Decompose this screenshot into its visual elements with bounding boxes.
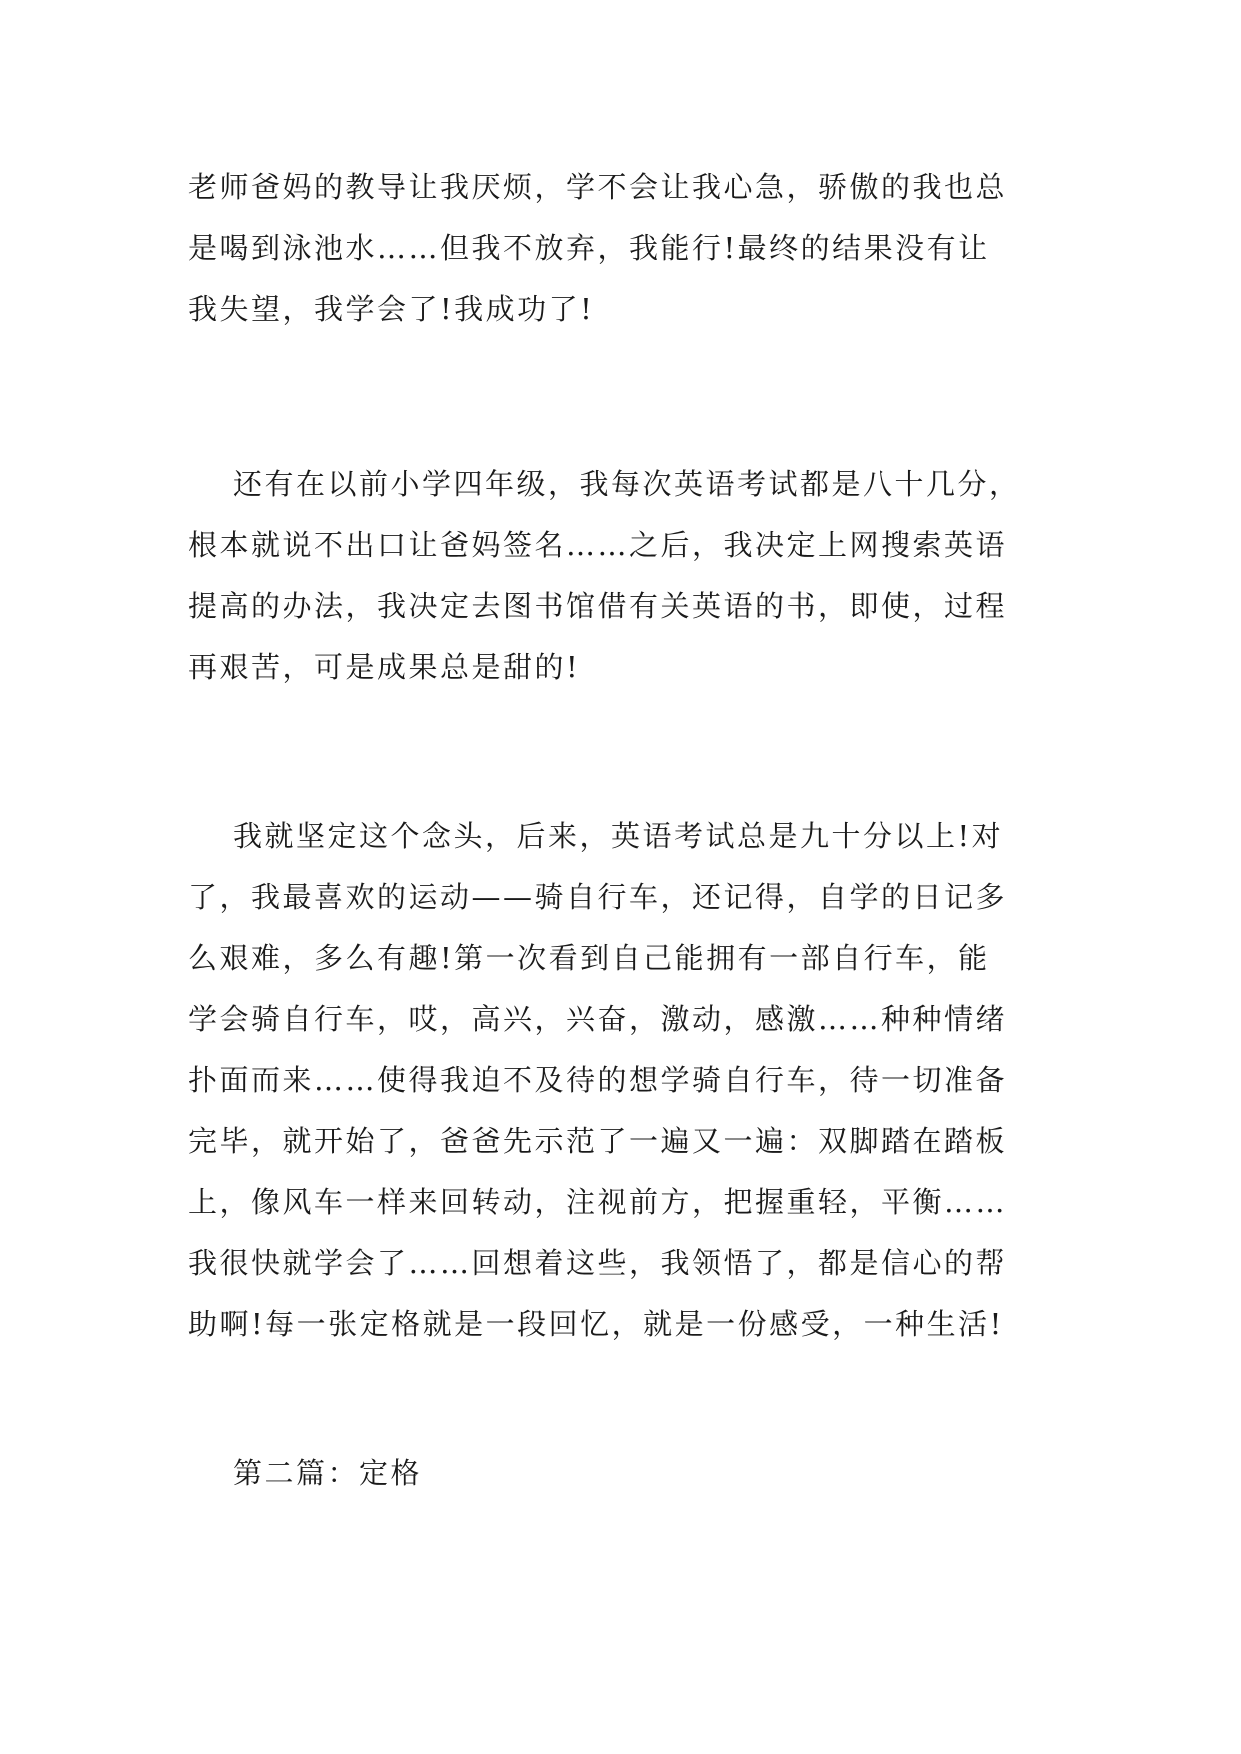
text-line: 学会骑自行车，哎，高兴，兴奋，激动，感激……种种情绪	[188, 1002, 1008, 1036]
text-line: 再艰苦，可是成果总是甜的!	[188, 650, 581, 684]
text-line: 助啊!每一张定格就是一段回忆，就是一份感受，一种生活!	[188, 1307, 1004, 1341]
paragraph-2	[188, 454, 1068, 698]
text-line: 了，我最喜欢的运动——骑自行车，还记得，自学的日记多	[188, 880, 1008, 914]
section-heading	[188, 1443, 1068, 1504]
text-line: 上，像风车一样来回转动，注视前方，把握重轻，平衡……	[188, 1185, 1008, 1219]
text-line: 我失望，我学会了!我成功了!	[188, 292, 595, 326]
text-line: 提高的办法，我决定去图书馆借有关英语的书，即使，过程	[188, 589, 1008, 623]
text-line: 么艰难，多么有趣!第一次看到自己能拥有一部自行车，能	[188, 941, 990, 975]
text-line: 根本就说不出口让爸妈签名……之后，我决定上网搜索英语	[188, 528, 1008, 562]
text-line: 完毕，就开始了，爸爸先示范了一遍又一遍：双脚踏在踏板	[188, 1124, 1008, 1158]
text-line: 第二篇：定格	[233, 1456, 423, 1490]
paragraph-3	[188, 806, 1068, 1355]
text-line: 还有在以前小学四年级，我每次英语考试都是八十几分，	[233, 467, 1021, 501]
text-line: 是喝到泳池水……但我不放弃，我能行!最终的结果没有让	[188, 231, 990, 265]
text-line: 我就坚定这个念头，后来，英语考试总是九十分以上!对	[233, 819, 1004, 853]
paragraph-1	[188, 157, 1068, 340]
text-line: 扑面而来……使得我迫不及待的想学骑自行车，待一切准备	[188, 1063, 1008, 1097]
text-line: 老师爸妈的教导让我厌烦，学不会让我心急，骄傲的我也总	[188, 170, 1008, 204]
text-line: 我很快就学会了……回想着这些，我领悟了，都是信心的帮	[188, 1246, 1008, 1280]
